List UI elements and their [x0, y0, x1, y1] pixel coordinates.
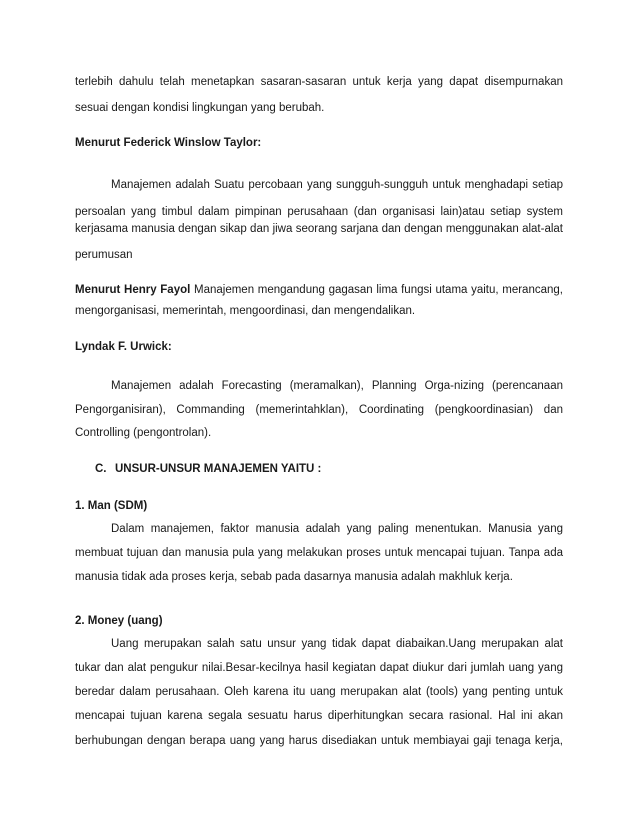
money-line-1: Uang merupakan salah satu unsur yang tidak dapat diabaikan.Uang merupakan alat: [111, 638, 563, 650]
taylor-heading: Menurut Federick Winslow Taylor:: [75, 137, 262, 149]
taylor-line-3: kerjasama manusia dengan sikap dan jiwa seorang sarjana dan dengan menggunakan alat-alat: [75, 223, 563, 235]
urwick-line-1: Manajemen adalah Forecasting (meramalkan), Planning Orga-nizing (perencanaan: [111, 380, 563, 392]
fayol-line-1-text: Manajemen mengandung gagasan lima fungsi utama yaitu, merancang,: [190, 284, 563, 296]
man-heading: 1. Man (SDM): [75, 500, 148, 512]
intro-line-2: sesuai dengan kondisi lingkungan yang berubah.: [75, 102, 325, 114]
man-line-3: manusia tidak ada proses kerja, sebab pada dasarnya manusia adalah makhluk kerja.: [75, 571, 513, 583]
section-c-title: UNSUR-UNSUR MANAJEMEN YAITU :: [115, 463, 322, 475]
money-line-2: tukar dan alat pengukur nilai.Besar-kecilnya hasil kegiatan dapat diukur dari jumlah uang yang: [75, 662, 563, 674]
money-line-5: berhubungan dengan berapa uang yang harus disediakan untuk membiayai gaji tenaga kerja,: [75, 735, 563, 747]
taylor-line-1: Manajemen adalah Suatu percobaan yang sungguh-sungguh untuk menghadapi setiap: [111, 179, 563, 191]
man-line-1: Dalam manajemen, faktor manusia adalah yang paling menentukan. Manusia yang: [111, 523, 563, 535]
taylor-line-2: persoalan yang timbul dalam pimpinan perusahaan (dan organisasi lain)atau setiap system: [75, 206, 563, 218]
urwick-line-3: Controlling (pengontrolan).: [75, 427, 212, 439]
section-c-label: C.: [95, 463, 107, 475]
intro-line-1: terlebih dahulu telah menetapkan sasaran-sasaran untuk kerja yang dapat disempurnakan: [75, 76, 563, 88]
money-line-3: beredar dalam perusahaan. Oleh karena itu uang merupakan alat (tools) yang penting untuk: [75, 686, 563, 698]
money-line-4: mencapai tujuan karena segala sesuatu harus diperhitungkan secara rasional. Hal ini akan: [75, 710, 563, 722]
urwick-line-2: Pengorganisiran), Commanding (memerintahklan), Coordinating (pengkoordinasian) dan: [75, 404, 563, 416]
money-heading: 2. Money (uang): [75, 615, 163, 627]
fayol-name: Menurut Henry Fayol: [75, 284, 191, 296]
taylor-line-4: perumusan: [75, 249, 133, 261]
man-line-2: membuat tujuan dan manusia pula yang melakukan proses untuk mencapai tujuan. Tanpa ada: [75, 547, 563, 559]
fayol-line-2: mengorganisasi, memerintah, mengoordinasi, dan mengendalikan.: [75, 305, 416, 317]
urwick-heading: Lyndak F. Urwick:: [75, 341, 172, 353]
fayol-line-1: [75, 283, 563, 297]
